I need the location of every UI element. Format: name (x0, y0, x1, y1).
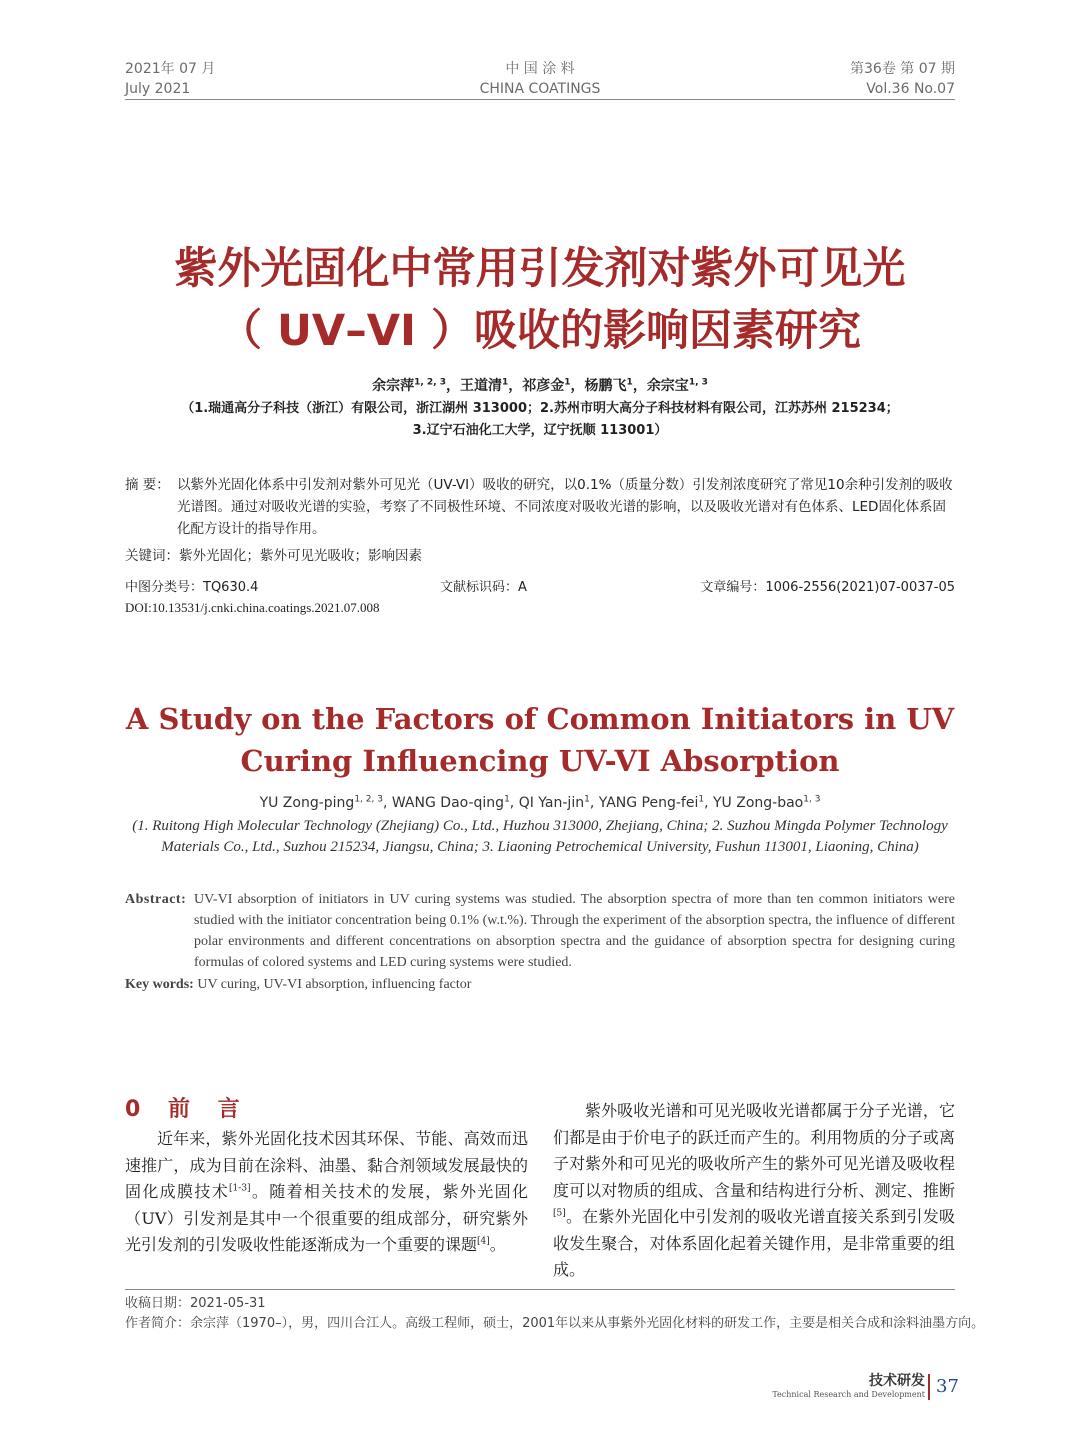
affiliations-cn-line2: 3.辽宁石油化工大学，辽宁抚顺 113001） (412, 423, 668, 438)
author-cn: 杨鹏飞$^1$ (584, 377, 633, 394)
abstract-cn (125, 474, 955, 540)
doi: DOI:10.13531/j.cnki.china.coatings.2021.07.008 (125, 600, 380, 615)
keywords-en (125, 977, 955, 993)
header-volume-en: Vol.36 No.07 (866, 81, 955, 97)
author-en: WANG Dao-qing$^1$ (391, 794, 510, 811)
document-code: 文献标识码：A (440, 580, 527, 595)
author-en: YANG Peng-fei$^1$ (598, 794, 705, 811)
footer-section-en: Technical Research and Development (772, 1390, 925, 1399)
author-cn: 余宗宝$^{1, 3}$ (646, 377, 708, 394)
body-left-column (125, 1126, 528, 1259)
affiliations-cn (0, 398, 1080, 442)
abstract-cn-text: 以紫外光固化体系中引发剂对紫外可见光（UV-VI）吸收的研究，以0.1%（质量分数）引发剂浓度研究了常见10余种引发剂的吸收光谱图。通过对吸收光谱的实验，考察了不同极性环境、不同浓度对吸收光谱的影响，以及吸收光谱对有色体系、LED固化体系固化配方设计的指导作用。 (177, 477, 953, 537)
affiliations-en: (1. Ruitong High Molecular Technology (Zhejiang) Co., Ltd., Huzhou 313000, Zhejiang, China; 2. Suzhou Mingda Polymer Technology Materials Co., Ltd., Suzhou 215234, Jiangsu, China; 3. Liaoning Petrochemical University, Fushun 113001, Liaoning, China) (132, 818, 948, 855)
author-cn: 祁彦金$^1$ (522, 377, 571, 394)
authors-cn: 余宗萍$^{1, 2, 3}$，王道清$^1$，祁彦金$^1$，杨鹏飞$^1$，余宗宝$^{1, 3}$ (372, 377, 708, 394)
keywords-en-label: Key words: (125, 977, 194, 992)
header-date-en: July 2021 (125, 81, 191, 97)
author-en: QI Yan-jin$^1$ (518, 794, 590, 811)
footer-divider (928, 1374, 930, 1400)
clc-number: 中图分类号：TQ630.4 (125, 580, 259, 595)
author-cn: 王道清$^1$ (460, 377, 509, 394)
header-journal-en: CHINA COATINGS (479, 81, 601, 97)
received-date: 收稿日期：2021-05-31 (125, 1296, 266, 1311)
keywords-cn (125, 545, 955, 567)
title-cn-line2: （ UV–VI ）吸收的影响因素研究 (219, 306, 861, 356)
title-en-line1: A Study on the Factors of Common Initiators in UV (125, 702, 955, 736)
body-paragraph: 近年来，紫外光固化技术因其环保、节能、高效而迅速推广，成为目前在涂料、油墨、黏合剂领域发展最快的固化成膜技术[1-3]。随着相关技术的发展，紫外光固化（UV）引发剂是其中一个很重要的组成部分，研究紫外光引发剂的引发吸收性能逐渐成为一个重要的课题[4]。 (125, 1129, 528, 1254)
affiliations-cn-line1: （1.瑞通高分子科技（浙江）有限公司，浙江湖州 313000；2.苏州市明大高分子科技材料有限公司，江苏苏州 215234； (181, 401, 899, 416)
page-number: 37 (936, 1376, 959, 1397)
abstract-en-label: Abstract: (125, 892, 187, 907)
author-en: YU Zong-ping$^{1, 2, 3}$ (259, 794, 383, 811)
header-date-cn: 2021年 07 月 (125, 61, 216, 77)
keywords-cn-label: 关键词： (125, 548, 179, 564)
section-title: 前 言 (167, 1097, 250, 1122)
author-bio: 作者简介：余宗萍（1970–），男，四川合江人。高级工程师，硕士，2001年以来从事紫外光固化材料的研发工作，主要是相关合成和涂料油墨方向。 (125, 1316, 985, 1331)
keywords-en-text: UV curing, UV-VI absorption, influencing factor (197, 977, 472, 992)
abstract-en (125, 889, 955, 973)
header-volume-cn: 第36卷 第 07 期 (850, 61, 955, 77)
title-cn-line1: 紫外光固化中常用引发剂对紫外可见光 (174, 244, 906, 294)
author-en: YU Zong-bao$^{1, 3}$ (713, 794, 821, 811)
section-heading (125, 1092, 250, 1123)
header-volume (850, 59, 955, 99)
article-number: 文章编号：1006-2556(2021)07-0037-05 (700, 580, 955, 595)
citation: [1-3] (229, 1183, 251, 1194)
footer-section-cn: 技术研发 (869, 1373, 925, 1389)
authors-en: YU Zong-ping$^{1, 2, 3}$, WANG Dao-qing$^1$, QI Yan-jin$^1$, YANG Peng-fei$^1$, YU Zong-bao$^{1, 3}$ (259, 794, 821, 811)
body-paragraph: 紫外吸收光谱和可见光吸收光谱都属于分子光谱，它们都是由于价电子的跃迁而产生的。利用物质的分子或离子对紫外和可见光的吸收所产生的紫外可见光谱及吸收程度可以对物质的组成、含量和结构进行分析、测定、推断[5]。在紫外光固化中引发剂的吸收光谱直接关系到引发吸收发生聚合，对体系固化起着关键作用，是非常重要的组成。 (553, 1101, 955, 1279)
body-right-column (553, 1098, 955, 1284)
citation: [4] (477, 1236, 490, 1247)
abstract-en-text: UV-VI absorption of initiators in UV curing systems was studied. The absorption spectra of more than ten common initiators were studied with the initiator concentration being 0.1% (w.t.%). Through the experiment of the absorption spectra, the influence of different polar environments and different concentrations on absorption spectra and the guidance of absorption spectra for designing curing formulas of colored systems and LED curing systems were studied. (194, 892, 955, 970)
author-cn: 余宗萍$^{1, 2, 3}$ (372, 377, 447, 394)
title-en-line2: Curing Influencing UV-VI Absorption (240, 744, 840, 778)
keywords-cn-text: 紫外光固化；紫外可见光吸收；影响因素 (179, 548, 422, 564)
abstract-cn-label: 摘 要： (125, 477, 170, 493)
header-journal-cn: 中 国 涂 料 (505, 61, 575, 77)
citation: [5] (553, 1208, 566, 1219)
header-divider (125, 99, 955, 100)
section-number: 0 (125, 1097, 151, 1122)
footnote-divider (125, 1289, 955, 1290)
